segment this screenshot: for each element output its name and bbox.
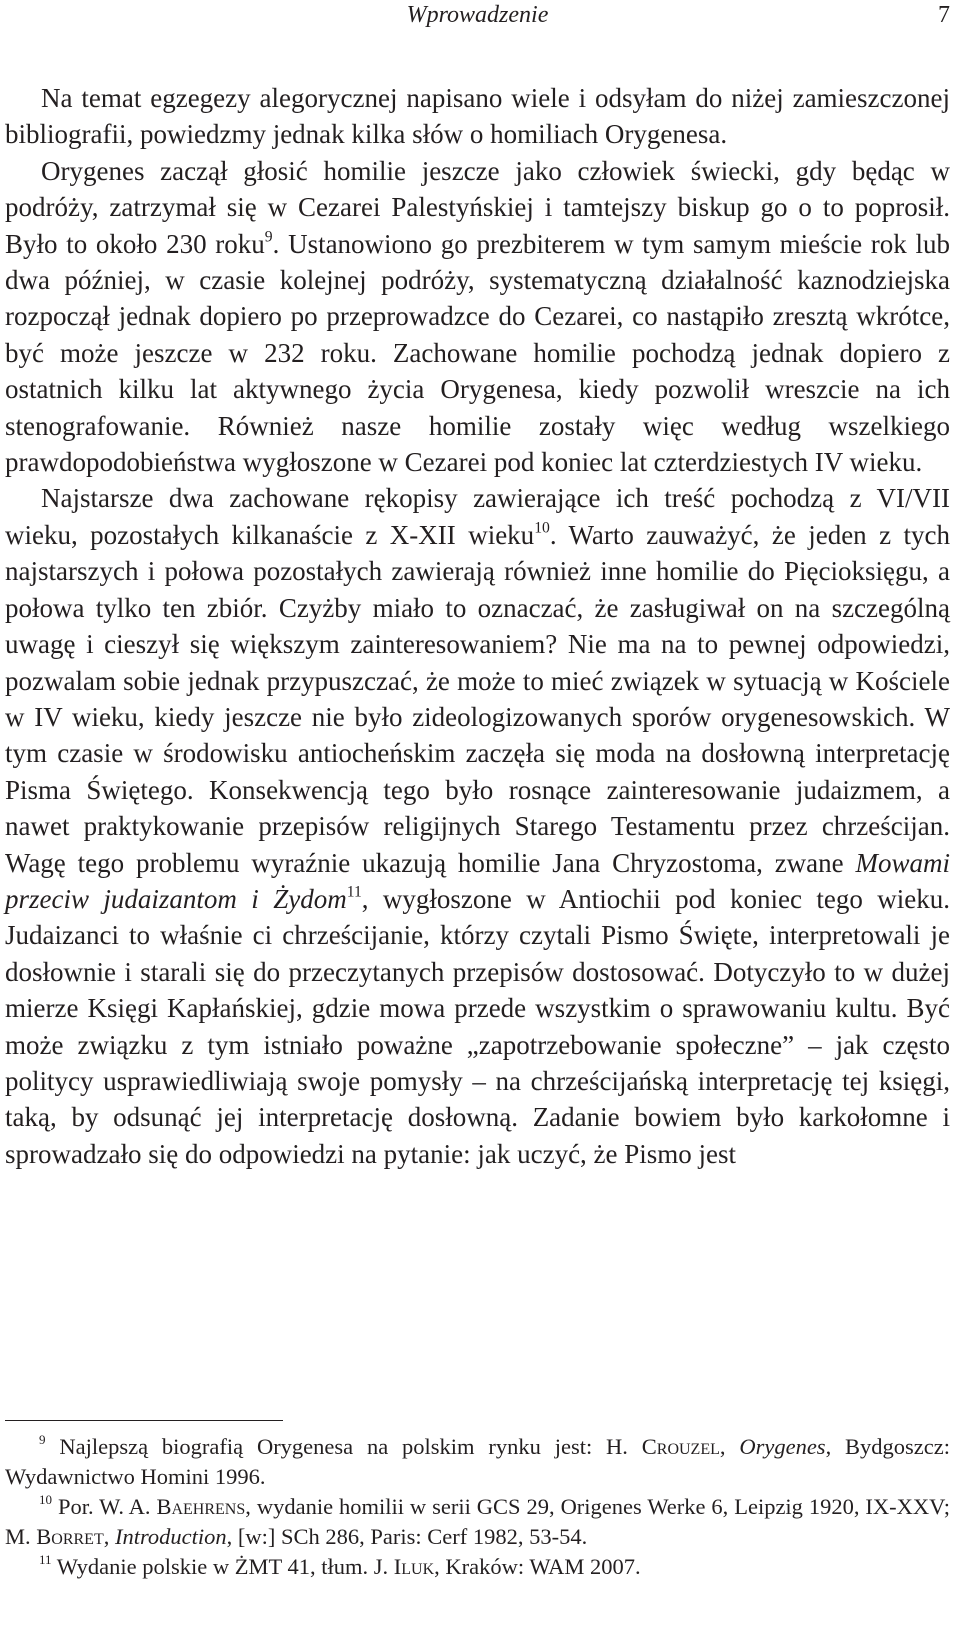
paragraph-2-text-b: . Ustanowiono go prezbiterem w tym samym mieście rok lub dwa później, w czasie kolejnej podróży, systematyczną działalność kaznodziejska rozpoczął jednak dopiero po przeprowadzce do Cezarei, co nastąpiło zresztą wkrótce, być może jeszcze w 232 roku. Zachowane homilie pochodzą jednak dopiero z ostatnich kilku lat aktywnego życia Orygenesa, kiedy pozwolił wreszcie na ich stenografowanie. Również nasze homilie zostały więc według wszelkiego prawdopodobieństwa wygłoszone w Cezarei pod koniec lat czterdziestych IV wieku. <box>5 228 950 478</box>
footnote-9-sep: , <box>719 1434 740 1459</box>
footnote-9-author: Crouzel <box>641 1434 720 1459</box>
footnote-separator <box>5 1420 283 1421</box>
paragraph-3-text-b: . Warto zauważyć, że jeden z tych najstarszych i połowa pozostałych zawierają również inne homilie do Pięcioksięgu, a połowa tylko ten zbiór. Czyżby miało to oznaczać, że zasługiwał on na szczególną uwagę i cieszył się większym zainteresowaniem? Nie ma na to pewnej odpowiedzi, pozwalam sobie jednak przypuszczać, że może to mieć związek w sytuacją w Kościele w IV wieku, kiedy jeszcze nie było zideologizowanych sporów orygenesowskich. W tym czasie w środowisku antiocheńskim zaczęła się moda na dosłowną interpretację Pisma Świętego. Konsekwencją tego było rosnące zainteresowanie judaizmem, a nawet praktykowanie przepisów religijnych Starego Testamentu przez chrześcijan. Wagę tego problemu wyraźnie ukazują homilie Jana Chryzostoma, zwane <box>5 519 950 878</box>
footnote-ref-11[interactable]: 11 <box>346 883 362 901</box>
running-head: Wprowadzenie <box>406 2 549 28</box>
footnote-ref-9[interactable]: 9 <box>264 227 273 245</box>
paragraph-2 <box>5 153 950 481</box>
footnote-ref-10[interactable]: 10 <box>534 519 550 537</box>
footnote-9-text-a: Najlepszą biografią Orygenesa na polskim rynku jest: H. <box>45 1434 642 1459</box>
main-text <box>5 80 950 1172</box>
paragraph-3-text-a: Najstarsze dwa zachowane rękopisy zawierające ich treść pochodzą z VI/VII wieku, pozostałych kilkanaście z X-XII wieku <box>5 483 950 550</box>
footnote-10-sep: , <box>103 1524 115 1549</box>
paragraph-3 <box>5 480 950 1172</box>
page-number: 7 <box>938 2 950 28</box>
footnote-10-author-2: Borret <box>36 1524 104 1549</box>
footnote-10-author-1: Baehrens <box>156 1494 246 1519</box>
footnote-10-text-b: , wydanie homilii w serii GCS 29, Origenes Werke 6, Leipzig 1920, IX-XXV; M. <box>5 1494 950 1549</box>
footnote-11-number: 11 <box>39 1552 52 1568</box>
footnote-10 <box>5 1492 950 1552</box>
paragraph-2-text-a: Orygenes zaczął głosić homilie jeszcze jako człowiek świecki, gdy będąc w podróży, zatrzymał się w Cezarei Palestyńskiej i tamtejszy biskup go o to poprosił. Było to około 230 roku <box>5 155 950 259</box>
footnote-10-text-a: Por. W. A. <box>52 1494 157 1519</box>
footnote-11 <box>5 1552 950 1582</box>
footnote-9-title: Orygenes <box>739 1434 826 1459</box>
footnote-11-text-a: Wydanie polskie w ŻMT 41, tłum. J. <box>51 1554 394 1579</box>
footnote-10-title: Introduction <box>114 1524 227 1549</box>
footnote-11-text-b: , Kraków: WAM 2007. <box>434 1554 641 1579</box>
footnote-10-text-c: , [w:] SCh 286, Paris: Cerf 1982, 53-54. <box>226 1524 588 1549</box>
footnote-9-number: 9 <box>39 1432 46 1448</box>
paragraph-1: Na temat egzegezy alegorycznej napisano wiele i odsyłam do niżej zamieszczonej bibliografii, powiedzmy jednak kilka słów o homiliach Orygenesa. <box>5 83 950 150</box>
paragraph-3-text-c: , wygłoszone w Antiochii pod koniec tego wieku. Judaizanci to właśnie ci chrześcijanie, którzy czytali Pismo Święte, interpretowali je dosłownie i starali się do przeczytanych przepisów dostosować. Dotyczyło to w dużej mierze Księgi Kapłańskiej, gdzie mowa przede wszystkim o sprawowaniu kultu. Być może związku z tym istniało poważne „zapotrzebowanie społeczne” – jak często politycy usprawiedliwiają swoje pomysły – na chrześcijańską interpretację tej księgi, taką, by odsunąć jej interpretację dosłowną. Zadanie bowiem było karkołomne i sprowadzało się do odpowiedzi na pytanie: jak uczyć, że Pismo jest <box>5 883 950 1169</box>
page-header <box>5 0 950 34</box>
footnote-11-author: Iluk <box>393 1554 435 1579</box>
footnotes <box>5 1432 950 1582</box>
footnote-9 <box>5 1432 950 1492</box>
footnote-9-text-b: , Bydgoszcz: Wydawnictwo Homini 1996. <box>5 1434 951 1489</box>
work-title-italic: Mowami przeciw judaizantom i Żydom <box>5 847 950 914</box>
footnote-10-number: 10 <box>39 1492 53 1508</box>
